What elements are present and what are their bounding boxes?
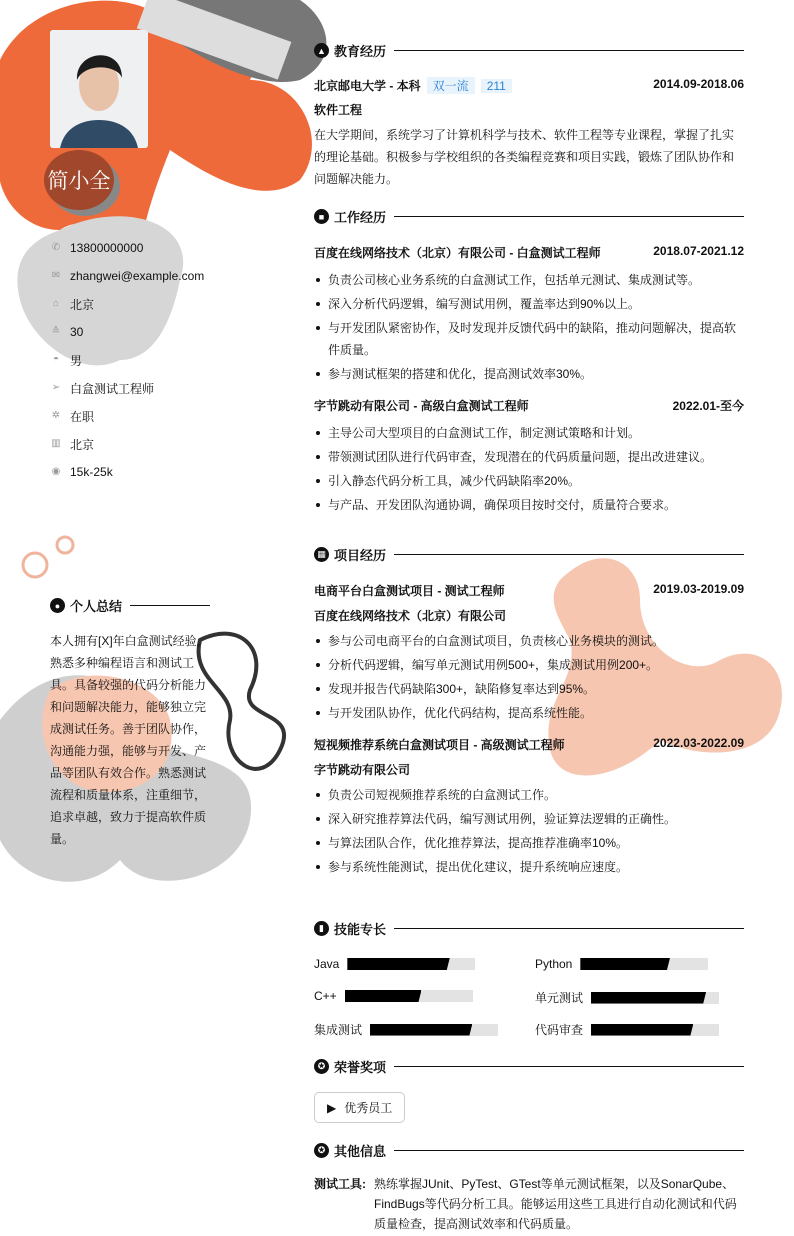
city-icon: ▥	[51, 438, 61, 449]
skill-bar-fill	[591, 992, 706, 1004]
job-icon: ➢	[51, 382, 61, 393]
skill-bar	[591, 1024, 719, 1036]
info-text: 北京	[70, 297, 95, 312]
info-text: zhangwei@example.com	[70, 269, 205, 283]
user-icon: ●	[50, 598, 65, 613]
skill-item	[314, 957, 475, 971]
divider	[394, 1066, 744, 1067]
skill-bar	[370, 1024, 498, 1036]
other-text: 熟练掌握JUnit、PyTest、GTest等单元测试框架，以及SonarQube、FindBugs等代码分析工具。能够运用这些工具进行自动化测试和代码质量检查，提高测试效率和代码质量。	[374, 1177, 737, 1231]
divider	[394, 554, 744, 555]
job-bullets	[314, 422, 744, 516]
award-icon: ✪	[314, 1143, 329, 1158]
bullet: 参与公司电商平台的白盒测试项目，负责核心业务模块的测试。	[314, 630, 744, 652]
skill-bar	[591, 992, 719, 1004]
date: 2022.03-2022.09	[653, 736, 744, 750]
age-icon: ≙	[51, 326, 61, 337]
project-org: 字节跳动有限公司	[314, 763, 411, 777]
date: 2014.09-2018.06	[653, 77, 744, 91]
bullet: 负责公司核心业务系统的白盒测试工作，包括单元测试、集成测试等。	[314, 269, 744, 291]
section-title: 教育经历	[334, 44, 387, 59]
bullet: 与开发团队紧密协作，及时发现并反馈代码中的缺陷，推动问题解决，提高软件质量。	[314, 317, 744, 361]
info-row	[50, 234, 204, 262]
info-row	[50, 290, 204, 318]
info-text: 男	[70, 353, 83, 368]
other-label: 测试工具:	[314, 1177, 366, 1191]
date: 2018.07-2021.12	[653, 244, 744, 258]
project-bullets	[314, 784, 744, 878]
profile-name: 简小全	[44, 150, 114, 210]
education-entry	[314, 77, 744, 190]
bullet: 分析代码逻辑，编写单元测试用例500+，集成测试用例200+。	[314, 654, 744, 676]
education-heading	[314, 41, 744, 60]
home-icon: ⌂	[52, 298, 60, 309]
section-title: 其他信息	[334, 1144, 387, 1159]
bullet: 与算法团队合作，优化推荐算法，提高推荐准确率10%。	[314, 832, 744, 854]
skill-name: 集成测试	[314, 1023, 363, 1037]
info-text: 北京	[70, 437, 95, 452]
skill-name: 单元测试	[535, 991, 584, 1005]
summary-text: 本人拥有[X]年白盒测试经验，熟悉多种编程语言和测试工具。具备较强的代码分析能力和问题解决能力，能够独立完成测试任务。善于团队协作，沟通能力强，能够与开发、产品等团队有效合作。熟悉测试流程和质量体系，注重细节，追求卓越，致力于提高软件质量。	[50, 634, 209, 846]
contact-info	[50, 234, 204, 486]
skill-bar-fill	[370, 1024, 472, 1036]
play-icon: ▶	[327, 1100, 337, 1115]
divider	[394, 928, 744, 929]
skill-item	[314, 989, 473, 1003]
award-icon: ✪	[314, 1059, 329, 1074]
info-text: 在职	[70, 409, 95, 424]
skill-bar	[347, 958, 475, 970]
summary-title: 个人总结	[70, 599, 123, 614]
graduation-cap-icon: ▲	[314, 43, 329, 58]
skill-bar-fill	[345, 990, 422, 1002]
bullet: 与产品、开发团队沟通协调，确保项目按时交付，质量符合要求。	[314, 494, 744, 516]
phone-icon: ✆	[51, 242, 61, 253]
section-title: 技能专长	[334, 922, 387, 937]
info-text: 30	[70, 325, 84, 339]
info-row	[50, 346, 204, 374]
skill-item	[535, 989, 719, 1006]
summary-heading	[50, 596, 210, 615]
info-row	[50, 430, 204, 458]
sidebar	[0, 0, 290, 1236]
work-list	[314, 244, 744, 518]
bullet: 深入研究推荐算法代码，编写测试用例，验证算法逻辑的正确性。	[314, 808, 744, 830]
job-header	[314, 397, 744, 414]
work-heading	[314, 207, 744, 226]
info-text: 白盒测试工程师	[70, 381, 155, 396]
major: 软件工程	[314, 103, 363, 117]
info-row	[50, 318, 204, 346]
other-heading	[314, 1141, 744, 1160]
skill-item	[314, 1021, 498, 1038]
skill-name: C++	[314, 989, 337, 1003]
skill-bar	[345, 990, 473, 1002]
gender-icon: ◓	[52, 354, 60, 365]
date: 2022.01-至今	[672, 399, 744, 413]
bullet: 深入分析代码逻辑，编写测试用例，覆盖率达到90%以上。	[314, 293, 744, 315]
skill-name: Python	[535, 957, 573, 971]
profile-photo	[50, 30, 148, 148]
divider	[394, 1150, 744, 1151]
bullet: 与开发团队协作，优化代码结构，提高系统性能。	[314, 702, 744, 724]
info-row	[50, 262, 204, 290]
bullet: 引入静态代码分析工具，减少代码缺陷率20%。	[314, 470, 744, 492]
award-label: 优秀员工	[344, 1101, 393, 1115]
section-title: 项目经历	[334, 548, 387, 563]
info-text: 13800000000	[70, 241, 144, 255]
bullet: 参与测试框架的搭建和优化，提高测试效率30%。	[314, 363, 744, 385]
skill-bar-fill	[591, 1024, 693, 1036]
bullet: 负责公司短视频推荐系统的白盒测试工作。	[314, 784, 744, 806]
job-header	[314, 244, 744, 261]
company: 字节跳动有限公司 - 高级白盒测试工程师	[314, 399, 529, 413]
bullet: 发现并报告代码缺陷300+，缺陷修复率达到95%。	[314, 678, 744, 700]
project-list	[314, 582, 744, 880]
date: 2019.03-2019.09	[653, 582, 744, 596]
status-icon: ✲	[51, 410, 61, 421]
skill-bar	[580, 958, 708, 970]
project-header	[314, 736, 744, 753]
info-text: 15k-25k	[70, 465, 113, 479]
project-header	[314, 582, 744, 599]
section-title: 工作经历	[334, 210, 387, 225]
divider	[394, 50, 744, 51]
skill-name: 代码审查	[535, 1023, 584, 1037]
info-row	[50, 374, 204, 402]
project-name: 短视频推荐系统白盒测试项目 - 高级测试工程师	[314, 738, 565, 752]
skill-item	[535, 1021, 719, 1038]
grid-icon: ▦	[314, 547, 329, 562]
mail-icon: ✉	[51, 270, 61, 281]
skills-heading	[314, 919, 744, 938]
school: 北京邮电大学 - 本科	[314, 79, 421, 93]
skill-name: Java	[314, 957, 340, 971]
info-row	[50, 458, 204, 486]
skill-item	[535, 957, 708, 971]
project-org: 百度在线网络技术（北京）有限公司	[314, 609, 507, 623]
divider	[394, 216, 744, 217]
bullet: 主导公司大型项目的白盒测试工作，制定测试策略和计划。	[314, 422, 744, 444]
projects-heading	[314, 545, 744, 564]
job-bullets	[314, 269, 744, 385]
bullet: 参与系统性能测试，提出优化建议，提升系统响应速度。	[314, 856, 744, 878]
briefcase-icon: ■	[314, 209, 329, 224]
project-bullets	[314, 630, 744, 724]
avatar-icon	[50, 30, 148, 148]
project-name: 电商平台白盒测试项目 - 测试工程师	[314, 584, 505, 598]
award-item	[314, 1092, 405, 1123]
info-row	[50, 402, 204, 430]
skill-bar-fill	[347, 958, 449, 970]
salary-icon: ◉	[51, 466, 61, 477]
awards-heading	[314, 1057, 744, 1076]
education-desc: 在大学期间，系统学习了计算机科学与技术、软件工程等专业课程，掌握了扎实的理论基础。积极参与学校组织的各类编程竞赛和项目实践，锻炼了团队协作和问题解决能力。	[314, 128, 735, 186]
section-title: 荣誉奖项	[334, 1060, 387, 1075]
divider	[130, 605, 210, 606]
bullet: 带领测试团队进行代码审查，发现潜在的代码质量问题，提出改进建议。	[314, 446, 744, 468]
skill-bar-fill	[580, 958, 670, 970]
tag: 双一流	[427, 77, 475, 94]
tag: 211	[481, 79, 512, 93]
other-info	[314, 1174, 744, 1234]
company: 百度在线网络技术（北京）有限公司 - 白盒测试工程师	[314, 246, 601, 260]
chart-icon: ▮	[314, 921, 329, 936]
